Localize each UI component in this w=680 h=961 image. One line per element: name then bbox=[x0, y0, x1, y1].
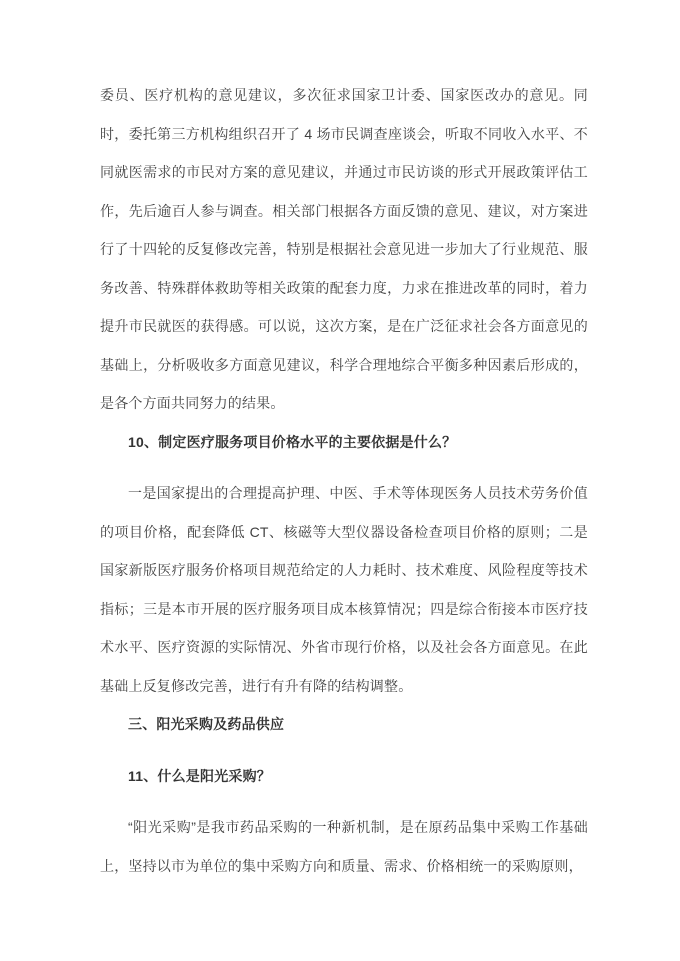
question-heading-10: 10、制定医疗服务项目价格水平的主要依据是什么？ bbox=[128, 433, 457, 450]
body-paragraph-answer-11: “阳光采购”是我市药品采购的一种新机制，是在原药品集中采购工作基础上，坚持以市为单位的集中采购方向和质量、需求、价格相统一的采购原则， bbox=[100, 819, 588, 874]
body-paragraph-continuation: 委员、医疗机构的意见建议，多次征求国家卫计委、国家医改办的意见。同时，委托第三方机构组织召开了 4 场市民调查座谈会，听取不同收入水平、不同就医需求的市民对方案的意见建议，并通过市民访谈的形式开展政策评估工作，先后逾百人参与调查。相关部门根据各方面反馈的意见、建议，对方案进行了十四轮的反复修改完善，特别是根据社会意见进一步加大了行业规范、服务改善、特殊群体救助等相关政策的配套力度，力求在推进改革的同时，着力提升市民就医的获得感。可以说，这次方案，是在广泛征求社会各方面意见的基础上，分析吸收多方面意见建议，科学合理地综合平衡多种因素后形成的，是各个方面共同努力的结果。 bbox=[100, 87, 588, 411]
section-heading-3: 三、阳光采购及药品供应 bbox=[128, 716, 285, 732]
question-heading-11: 11、什么是阳光采购？ bbox=[128, 767, 271, 784]
body-paragraph-answer-10: 一是国家提出的合理提高护理、中医、手术等体现医务人员技术劳务价值的项目价格，配套降低 CT、核磁等大型仪器设备检查项目价格的原则；二是国家新版医疗服务价格项目规范给定的人力耗时、技术难度、风险程度等技术指标；三是本市开展的医疗服务项目成本核算情况；四是综合衔接本市医疗技术水平、医疗资源的实际情况、外省市现行价格，以及社会各方面意见。在此基础上反复修改完善，进行有升有降的结构调整。 bbox=[100, 485, 588, 694]
